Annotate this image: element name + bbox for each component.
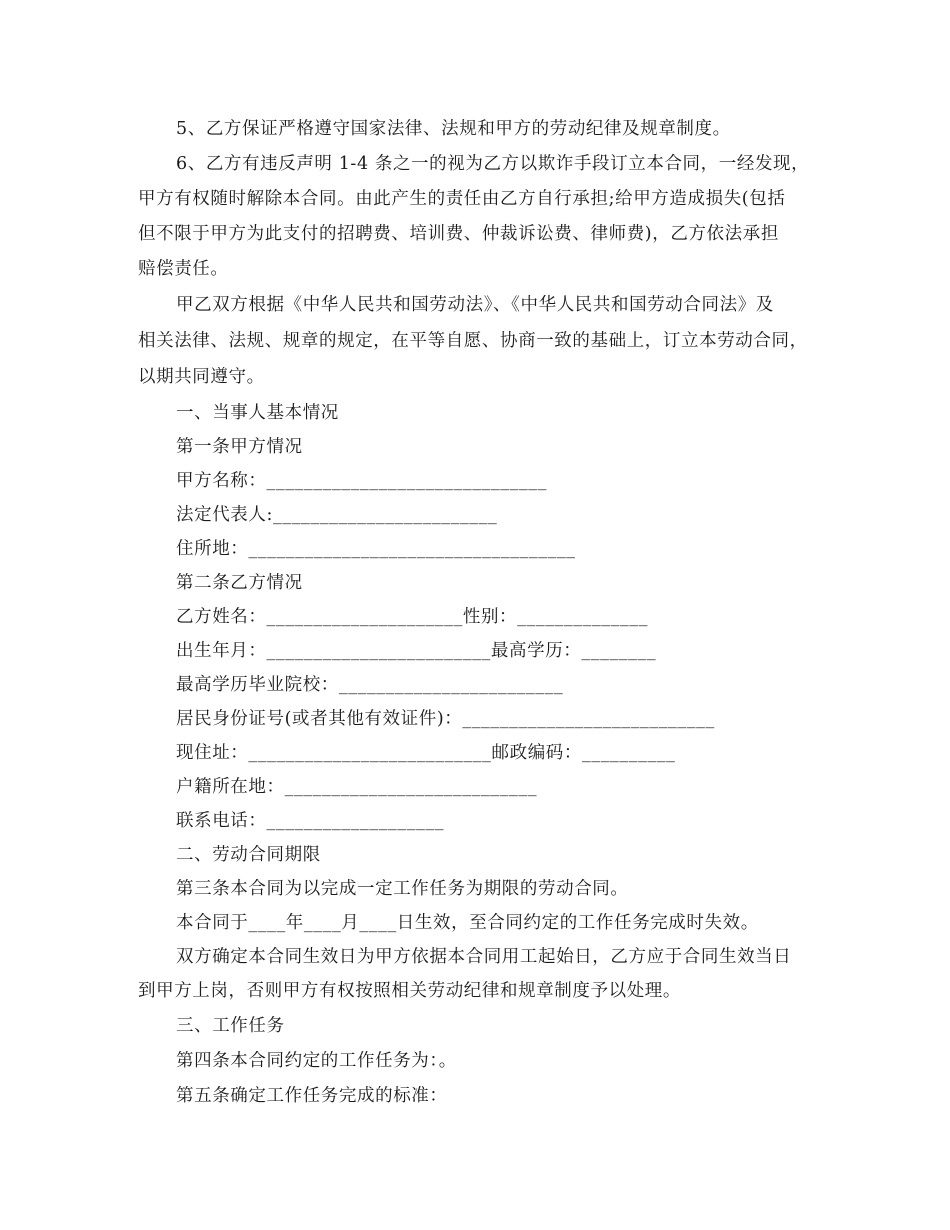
preamble-line-3: 以期共同遵守。 — [138, 367, 265, 387]
party-b-name-gender-field: 乙方姓名：_____________________性别：______________ — [176, 607, 649, 627]
start-date-line-1: 双方确定本合同生效日为甲方依据本合同用工起始日，乙方应于合同生效当日 — [176, 947, 792, 967]
household-registration-field: 户籍所在地：___________________________ — [176, 777, 538, 797]
article-3: 第三条本合同为以完成一定工作任务为期限的劳动合同。 — [176, 879, 629, 899]
article-2-heading: 第二条乙方情况 — [176, 573, 303, 593]
clause-6-line-4: 赔偿责任。 — [138, 259, 229, 279]
preamble-line-2: 相关法律、法规、规章的规定，在平等自愿、协商一致的基础上，订立本劳动合同， — [138, 331, 808, 351]
school-field: 最高学历毕业院校：________________________ — [176, 675, 564, 695]
birth-education-field: 出生年月：________________________最高学历：________ — [176, 641, 657, 661]
clause-5: 5、乙方保证严格遵守国家法律、法规和甲方的劳动纪律及规章制度。 — [176, 119, 731, 139]
article-5: 第五条确定工作任务完成的标准： — [176, 1086, 448, 1106]
effective-date-line: 本合同于____年____月____日生效，至合同约定的工作任务完成时失效。 — [176, 913, 759, 933]
party-a-name-field: 甲方名称：______________________________ — [176, 471, 547, 491]
section-2-heading: 二、劳动合同期限 — [176, 845, 321, 865]
clause-6-line-3: 但不限于甲方为此支付的招聘费、培训费、仲裁诉讼费、律师费)，乙方依法承担 — [138, 224, 779, 244]
section-1-heading: 一、当事人基本情况 — [176, 403, 339, 423]
start-date-line-2: 到甲方上岗，否则甲方有权按照相关劳动纪律和规章制度予以处理。 — [138, 981, 681, 1001]
address-field: 住所地：___________________________________ — [176, 539, 576, 559]
section-3-heading: 三、工作任务 — [176, 1016, 285, 1036]
id-number-field: 居民身份证号(或者其他有效证件)：___________________________ — [176, 709, 715, 729]
clause-6-line-1: 6、乙方有违反声明 1-4 条之一的视为乙方以欺诈手段订立本合同，一经发现， — [176, 154, 810, 174]
current-address-postcode-field: 现住址：__________________________邮政编码：__________ — [176, 743, 676, 763]
phone-field: 联系电话：___________________ — [176, 811, 445, 831]
preamble-line-1: 甲乙双方根据《中华人民共和国劳动法》、《中华人民共和国劳动合同法》及 — [176, 295, 774, 315]
legal-rep-field: 法定代表人:________________________ — [176, 505, 498, 525]
clause-6-line-2: 甲方有权随时解除本合同。由此产生的责任由乙方自行承担;给甲方造成损失(包括 — [138, 189, 786, 209]
article-1-heading: 第一条甲方情况 — [176, 437, 303, 457]
article-4: 第四条本合同约定的工作任务为：。 — [176, 1051, 457, 1071]
